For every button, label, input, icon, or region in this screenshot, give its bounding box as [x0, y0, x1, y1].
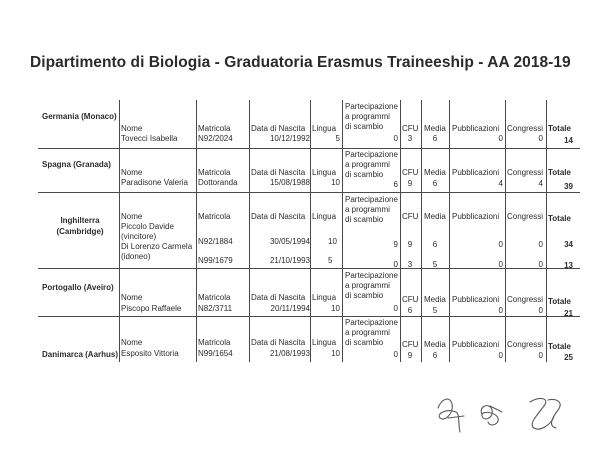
page-title: Dipartimento di Biologia - Graduatoria Erasmus Traineeship - AA 2018-19	[30, 54, 571, 71]
column-divider	[546, 100, 547, 148]
header-pubblicazioni: Pubblicazioni	[452, 340, 500, 349]
cell-media: 6	[432, 134, 438, 143]
column-divider	[421, 316, 422, 362]
column-divider	[196, 192, 197, 268]
cell-congressi: 4	[538, 179, 543, 188]
cell-totale: 39	[564, 182, 573, 191]
column-divider	[196, 100, 197, 148]
header-matricola: Matricola	[198, 124, 231, 133]
column-divider	[119, 268, 120, 316]
header-congressi: Congressi	[507, 340, 544, 349]
cell-congressi: 0	[538, 240, 543, 249]
cell-media: 6	[432, 179, 438, 188]
header-matricola: Matricola	[198, 338, 231, 347]
header-partecipazione: di scambio	[345, 122, 384, 131]
country-label: Spagna (Granada)	[42, 160, 111, 169]
column-divider	[505, 100, 506, 148]
column-divider	[546, 192, 547, 268]
cell-nome-note: (idoneo)	[121, 252, 151, 261]
column-divider	[342, 192, 343, 268]
header-partecipazione: a programmi	[345, 112, 390, 121]
header-partecipazione: di scambio	[345, 338, 384, 347]
header-media: Media	[424, 295, 446, 304]
column-divider	[546, 268, 547, 316]
header-nome: Nome	[121, 168, 143, 177]
column-divider	[342, 100, 343, 148]
country-label: Germania (Monaco)	[42, 112, 117, 121]
cell-pubblicazioni: 0	[498, 134, 503, 143]
column-divider	[310, 316, 311, 362]
header-nome: Nome	[121, 124, 143, 133]
cell-pubblicazioni: 4	[498, 179, 503, 188]
cell-media: 5	[432, 306, 438, 315]
cell-data: 30/05/1994	[269, 237, 310, 246]
header-cfu: CFU	[402, 212, 419, 221]
header-cfu: CFU	[402, 168, 419, 177]
cell-lingua: 5	[335, 134, 340, 143]
cell-matricola: N82/3711	[198, 304, 233, 313]
column-divider	[449, 100, 450, 148]
cell-nome: Tovecci Isabella	[121, 134, 178, 143]
header-partecipazione: a programmi	[345, 281, 390, 290]
header-lingua: Lingua	[312, 212, 337, 221]
cell-totale: 14	[564, 136, 573, 145]
column-divider	[249, 268, 250, 316]
header-data: Data di Nascita	[251, 293, 306, 302]
header-cfu: CFU	[402, 295, 419, 304]
header-pubblicazioni: Pubblicazioni	[452, 124, 500, 133]
header-congressi: Congressi	[507, 168, 544, 177]
header-congressi: Congressi	[507, 124, 544, 133]
header-data: Data di Nascita	[251, 212, 306, 221]
header-lingua: Lingua	[312, 293, 337, 302]
header-pubblicazioni: Pubblicazioni	[452, 212, 500, 221]
cell-nome: Paradisone Valeria	[121, 178, 189, 187]
column-divider	[119, 316, 120, 362]
header-totale: Totale	[548, 342, 571, 351]
cell-congressi: 0	[538, 351, 543, 360]
cell-pubblicazioni: 0	[498, 351, 503, 360]
cell-pubblicazioni: 0	[498, 260, 503, 269]
header-partecipazione: Partecipazione	[345, 150, 398, 159]
column-divider	[249, 100, 250, 148]
cell-totale: 13	[564, 261, 573, 270]
column-divider	[449, 192, 450, 268]
cell-pubblicazioni: 0	[498, 306, 503, 315]
column-divider	[421, 148, 422, 192]
cell-congressi: 0	[538, 260, 543, 269]
header-congressi: Congressi	[507, 295, 544, 304]
cell-lingua: 10	[331, 178, 340, 187]
cell-media: 6	[432, 240, 438, 249]
column-divider	[310, 192, 311, 268]
header-lingua: Lingua	[312, 338, 337, 347]
cell-cfu: 6	[407, 306, 413, 315]
header-partecipazione: di scambio	[345, 170, 384, 179]
cell-matricola: N99/1654	[198, 349, 233, 358]
signature	[430, 388, 580, 438]
header-nome: Nome	[121, 212, 143, 221]
column-divider	[310, 148, 311, 192]
header-totale: Totale	[548, 297, 571, 306]
column-divider	[421, 192, 422, 268]
cell-lingua: 10	[331, 349, 340, 358]
header-totale: Totale	[548, 214, 571, 223]
cell-pubblicazioni: 0	[498, 240, 503, 249]
cell-nome: Piccolo Davide	[121, 222, 174, 231]
header-cfu: CFU	[402, 340, 419, 349]
column-divider	[546, 316, 547, 362]
column-divider	[342, 316, 343, 362]
column-divider	[196, 268, 197, 316]
header-nome: Nome	[121, 338, 143, 347]
cell-cfu: 3	[407, 134, 413, 143]
column-divider	[449, 316, 450, 362]
header-lingua: Lingua	[312, 124, 337, 133]
cell-totale: 25	[564, 353, 573, 362]
header-pubblicazioni: Pubblicazioni	[452, 295, 500, 304]
header-partecipazione: Partecipazione	[345, 318, 398, 327]
column-divider	[449, 148, 450, 192]
column-divider	[196, 148, 197, 192]
cell-cfu: 9	[407, 179, 413, 188]
header-media: Media	[424, 168, 446, 177]
cell-nome-note: (vincitore)	[121, 232, 157, 241]
cell-data: 20/11/1994	[270, 304, 310, 313]
country-label: Portogallo (Aveiro)	[42, 283, 114, 292]
cell-media: 6	[432, 351, 438, 360]
cell-partecipazione: 6	[393, 180, 398, 189]
column-divider	[119, 148, 120, 192]
header-nome: Nome	[121, 293, 143, 302]
cell-partecipazione: 0	[393, 304, 398, 313]
country-label: (Cambridge)	[56, 227, 104, 236]
cell-lingua: 10	[328, 237, 337, 246]
header-totale: Totale	[548, 124, 571, 133]
cell-data: 15/08/1988	[269, 178, 310, 187]
header-partecipazione: di scambio	[345, 291, 384, 300]
column-divider	[196, 316, 197, 362]
cell-congressi: 0	[538, 134, 543, 143]
column-divider	[310, 268, 311, 316]
column-divider	[249, 148, 250, 192]
header-partecipazione: a programmi	[345, 328, 390, 337]
cell-partecipazione: 0	[393, 350, 398, 359]
header-matricola: Matricola	[198, 168, 231, 177]
country-label: Inghilterra	[60, 216, 100, 225]
header-data: Data di Nascita	[251, 124, 306, 133]
header-media: Media	[424, 212, 446, 221]
cell-matricola: N92/2024	[198, 134, 233, 143]
header-partecipazione: di scambio	[345, 215, 384, 224]
header-cfu: CFU	[402, 124, 419, 133]
cell-congressi: 0	[538, 306, 543, 315]
column-divider	[400, 148, 401, 192]
cell-totale: 34	[564, 240, 573, 249]
cell-matricola: Dottoranda	[198, 178, 238, 187]
cell-lingua: 5	[328, 256, 333, 265]
column-divider	[249, 316, 250, 362]
column-divider	[400, 316, 401, 362]
cell-partecipazione: 0	[393, 134, 398, 143]
header-data: Data di Nascita	[251, 168, 306, 177]
cell-data: 21/10/1993	[269, 256, 310, 265]
column-divider	[505, 148, 506, 192]
column-divider	[449, 268, 450, 316]
header-partecipazione: Partecipazione	[345, 195, 398, 204]
cell-cfu: 3	[407, 260, 413, 269]
column-divider	[342, 148, 343, 192]
cell-nome: Esposito Vittoria	[121, 349, 179, 358]
cell-media: 5	[432, 260, 438, 269]
country-label: Danimarca (Aarhus)	[42, 350, 119, 359]
header-matricola: Matricola	[198, 293, 231, 302]
column-divider	[546, 148, 547, 192]
cell-lingua: 10	[331, 304, 340, 313]
column-divider	[400, 268, 401, 316]
column-divider	[119, 192, 120, 268]
header-partecipazione: a programmi	[345, 160, 390, 169]
column-divider	[310, 100, 311, 148]
cell-data: 21/08/1993	[269, 349, 310, 358]
column-divider	[505, 316, 506, 362]
column-divider	[342, 268, 343, 316]
cell-data: 10/12/1992	[269, 134, 310, 143]
cell-matricola: N92/1884	[198, 237, 233, 246]
cell-partecipazione: 9	[393, 240, 398, 249]
header-data: Data di Nascita	[251, 338, 306, 347]
header-media: Media	[424, 124, 446, 133]
cell-nome: Piscopo Raffaele	[121, 304, 182, 313]
header-partecipazione: Partecipazione	[345, 271, 398, 280]
header-pubblicazioni: Pubblicazioni	[452, 168, 500, 177]
column-divider	[249, 192, 250, 268]
column-divider	[505, 268, 506, 316]
column-divider	[505, 192, 506, 268]
column-divider	[119, 100, 120, 148]
column-divider	[421, 100, 422, 148]
cell-totale: 21	[564, 309, 573, 318]
cell-cfu: 9	[407, 351, 413, 360]
cell-matricola: N99/1679	[198, 256, 233, 265]
header-totale: Totale	[548, 168, 571, 177]
cell-partecipazione: 0	[393, 260, 398, 269]
column-divider	[400, 100, 401, 148]
column-divider	[421, 268, 422, 316]
cell-cfu: 9	[407, 240, 413, 249]
header-lingua: Lingua	[312, 168, 337, 177]
header-congressi: Congressi	[507, 212, 544, 221]
header-partecipazione: a programmi	[345, 205, 390, 214]
header-matricola: Matricola	[198, 212, 231, 221]
header-media: Media	[424, 340, 446, 349]
header-partecipazione: Partecipazione	[345, 102, 398, 111]
column-divider	[400, 192, 401, 268]
cell-nome: Di Lorenzo Carmela	[121, 242, 193, 251]
